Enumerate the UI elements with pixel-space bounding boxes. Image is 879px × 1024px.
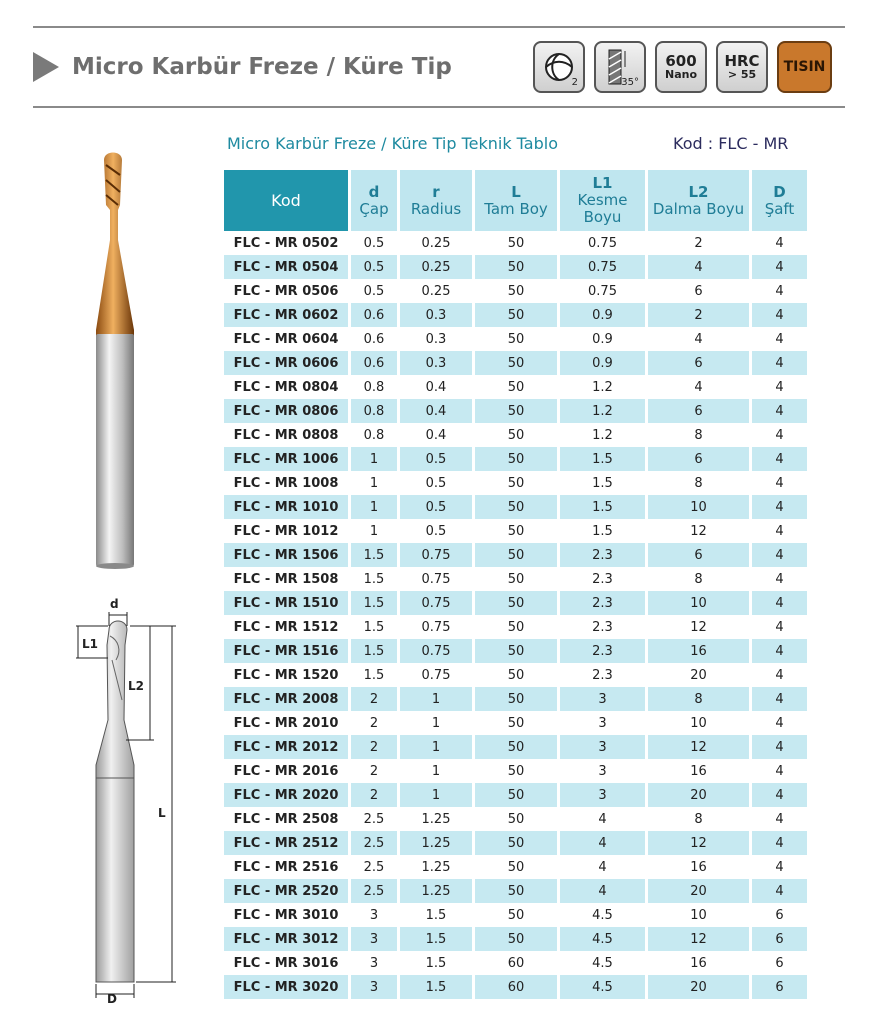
spec-value-cell: 0.3 bbox=[400, 351, 475, 375]
spec-value-cell: 8 bbox=[648, 423, 752, 447]
product-code-cell: FLC - MR 2516 bbox=[224, 855, 351, 879]
table-row bbox=[224, 279, 807, 303]
product-code-cell: FLC - MR 3020 bbox=[224, 975, 351, 999]
col-header-label: Kesme Boyu bbox=[577, 191, 628, 226]
spec-value-cell: 1.2 bbox=[560, 399, 648, 423]
table-header-row bbox=[224, 170, 807, 231]
product-code-cell: FLC - MR 1510 bbox=[224, 591, 351, 615]
spec-value-cell: 0.75 bbox=[400, 567, 475, 591]
spec-value-cell: 2.3 bbox=[560, 663, 648, 687]
product-code-cell: FLC - MR 1512 bbox=[224, 615, 351, 639]
table-row bbox=[224, 399, 807, 423]
spec-value-cell: 1.25 bbox=[400, 831, 475, 855]
spec-value-cell: 2.5 bbox=[351, 831, 400, 855]
spec-value-cell: 2.5 bbox=[351, 855, 400, 879]
spec-value-cell: 3 bbox=[560, 783, 648, 807]
helix-angle-value: 35° bbox=[621, 77, 639, 88]
spec-value-cell: 1.5 bbox=[560, 495, 648, 519]
spec-value-cell: 2 bbox=[351, 735, 400, 759]
spec-value-cell: 4 bbox=[752, 687, 807, 711]
col-header-label: Dalma Boyu bbox=[652, 199, 745, 218]
spec-value-cell: 0.4 bbox=[400, 375, 475, 399]
spec-value-cell: 0.6 bbox=[351, 327, 400, 351]
spec-value-cell: 1.2 bbox=[560, 375, 648, 399]
spec-value-cell: 0.5 bbox=[351, 279, 400, 303]
product-code-cell: FLC - MR 0606 bbox=[224, 351, 351, 375]
table-row bbox=[224, 567, 807, 591]
spec-value-cell: 4 bbox=[560, 807, 648, 831]
grain-value: 600 bbox=[665, 52, 697, 70]
spec-value-cell: 0.25 bbox=[400, 231, 475, 255]
spec-value-cell: 0.75 bbox=[400, 639, 475, 663]
spec-value-cell: 4 bbox=[560, 855, 648, 879]
dimension-drawing bbox=[76, 597, 176, 1006]
table-row bbox=[224, 855, 807, 879]
spec-value-cell: 1 bbox=[400, 711, 475, 735]
col-header-label: Tam Boy bbox=[484, 199, 548, 218]
col-header-symbol: L2 bbox=[688, 182, 709, 201]
col-header-l bbox=[475, 170, 560, 231]
product-code-cell: FLC - MR 1006 bbox=[224, 447, 351, 471]
spec-value-cell: 12 bbox=[648, 927, 752, 951]
spec-value-cell: 3 bbox=[351, 975, 400, 999]
table-row bbox=[224, 231, 807, 255]
table-row bbox=[224, 615, 807, 639]
dim-d-shank-label: D bbox=[107, 992, 117, 1006]
spec-value-cell: 6 bbox=[648, 279, 752, 303]
spec-value-cell: 2 bbox=[351, 759, 400, 783]
table-row bbox=[224, 303, 807, 327]
spec-value-cell: 0.5 bbox=[351, 255, 400, 279]
spec-value-cell: 1.5 bbox=[351, 663, 400, 687]
col-header-symbol: r bbox=[432, 182, 440, 201]
spec-value-cell: 0.9 bbox=[560, 303, 648, 327]
spec-value-cell: 4 bbox=[775, 331, 784, 347]
spec-value-cell: 0.4 bbox=[400, 399, 475, 423]
spec-value-cell: 3 bbox=[560, 759, 648, 783]
table-row bbox=[224, 807, 807, 831]
spec-value-cell: 0.6 bbox=[351, 303, 400, 327]
table-row bbox=[224, 951, 807, 975]
spec-value-cell: 4 bbox=[752, 591, 807, 615]
tool-photo bbox=[96, 153, 134, 570]
spec-value-cell: 50 bbox=[475, 519, 560, 543]
spec-value-cell: 4 bbox=[775, 523, 784, 539]
spec-value-cell: 2 bbox=[351, 783, 400, 807]
product-code-cell: FLC - MR 2512 bbox=[224, 831, 351, 855]
spec-table-body bbox=[224, 231, 807, 999]
grain-label: Nano bbox=[664, 68, 698, 81]
spec-value-cell: 50 bbox=[475, 231, 560, 255]
table-row bbox=[224, 591, 807, 615]
spec-value-cell: 0.8 bbox=[351, 399, 400, 423]
spec-value-cell: 1.25 bbox=[400, 879, 475, 903]
spec-value-cell: 8 bbox=[648, 807, 752, 831]
spec-value-cell: 1.5 bbox=[351, 543, 400, 567]
spec-value-cell: 2.3 bbox=[560, 567, 648, 591]
hardness-label: HRC bbox=[724, 52, 760, 70]
spec-value-cell: 1.5 bbox=[351, 615, 400, 639]
table-title: Micro Karbür Freze / Küre Tip Teknik Tablo bbox=[227, 134, 558, 153]
spec-value-cell: 4 bbox=[775, 427, 784, 443]
table-row bbox=[224, 879, 807, 903]
product-code-cell: FLC - MR 2012 bbox=[224, 735, 351, 759]
spec-value-cell: 50 bbox=[475, 471, 560, 495]
col-header-symbol: L1 bbox=[592, 174, 613, 192]
spec-value-cell: 0.8 bbox=[351, 375, 400, 399]
spec-table bbox=[224, 170, 807, 999]
table-row bbox=[224, 975, 807, 999]
spec-value-cell: 16 bbox=[648, 855, 752, 879]
spec-value-cell: 4 bbox=[752, 303, 807, 327]
spec-value-cell: 50 bbox=[475, 327, 560, 351]
product-code-cell: FLC - MR 1506 bbox=[224, 543, 351, 567]
product-code-cell: FLC - MR 2008 bbox=[224, 687, 351, 711]
spec-value-cell: 3 bbox=[560, 711, 648, 735]
spec-value-cell: 0.4 bbox=[400, 423, 475, 447]
spec-value-cell: 0.3 bbox=[400, 327, 475, 351]
spec-value-cell: 2.3 bbox=[560, 615, 648, 639]
product-code-cell: FLC - MR 1520 bbox=[224, 663, 351, 687]
product-code-cell: FLC - MR 0808 bbox=[224, 423, 351, 447]
spec-value-cell: 1.5 bbox=[400, 975, 475, 999]
spec-value-cell: 3 bbox=[351, 951, 400, 975]
spec-value-cell: 1.5 bbox=[400, 927, 475, 951]
spec-value-cell: 2.5 bbox=[351, 879, 400, 903]
spec-value-cell: 4 bbox=[648, 255, 752, 279]
spec-value-cell: 4 bbox=[752, 495, 807, 519]
spec-value-cell: 4 bbox=[775, 571, 784, 587]
spec-value-cell: 1 bbox=[400, 759, 475, 783]
spec-value-cell: 2 bbox=[351, 711, 400, 735]
spec-value-cell: 50 bbox=[475, 495, 560, 519]
spec-value-cell: 4 bbox=[752, 879, 807, 903]
table-row bbox=[224, 327, 807, 351]
spec-value-cell: 50 bbox=[475, 807, 560, 831]
spec-value-cell: 1.5 bbox=[560, 447, 648, 471]
spec-value-cell: 4 bbox=[775, 763, 784, 779]
spec-value-cell: 50 bbox=[475, 831, 560, 855]
product-code-cell: FLC - MR 3012 bbox=[224, 927, 351, 951]
spec-value-cell: 10 bbox=[648, 903, 752, 927]
spec-value-cell: 4 bbox=[775, 283, 784, 299]
spec-value-cell: 50 bbox=[475, 591, 560, 615]
spec-value-cell: 50 bbox=[475, 879, 560, 903]
spec-value-cell: 0.25 bbox=[400, 255, 475, 279]
spec-value-cell: 4 bbox=[648, 327, 752, 351]
table-row bbox=[224, 543, 807, 567]
spec-value-cell: 4 bbox=[775, 811, 784, 827]
product-code-cell: FLC - MR 1010 bbox=[224, 495, 351, 519]
product-code-cell: FLC - MR 3016 bbox=[224, 951, 351, 975]
dim-d-label: d bbox=[110, 597, 119, 611]
spec-value-cell: 0.75 bbox=[560, 231, 648, 255]
spec-value-cell: 0.9 bbox=[560, 327, 648, 351]
product-code-cell: FLC - MR 3010 bbox=[224, 903, 351, 927]
spec-value-cell: 4 bbox=[752, 447, 807, 471]
spec-value-cell: 50 bbox=[475, 735, 560, 759]
table-row bbox=[224, 927, 807, 951]
spec-value-cell: 0.5 bbox=[400, 519, 475, 543]
spec-value-cell: 4 bbox=[752, 639, 807, 663]
spec-value-cell: 20 bbox=[648, 975, 752, 999]
spec-value-cell: 0.3 bbox=[400, 303, 475, 327]
spec-value-cell: 50 bbox=[475, 399, 560, 423]
spec-value-cell: 4 bbox=[752, 735, 807, 759]
spec-value-cell: 50 bbox=[475, 375, 560, 399]
spec-value-cell: 10 bbox=[648, 591, 752, 615]
spec-value-cell: 6 bbox=[648, 543, 752, 567]
spec-value-cell: 1.5 bbox=[351, 639, 400, 663]
spec-value-cell: 50 bbox=[475, 903, 560, 927]
spec-value-cell: 20 bbox=[648, 783, 752, 807]
table-row bbox=[224, 375, 807, 399]
table-row bbox=[224, 831, 807, 855]
spec-value-cell: 0.5 bbox=[351, 231, 400, 255]
table-row bbox=[224, 663, 807, 687]
spec-value-cell: 6 bbox=[648, 399, 752, 423]
spec-value-cell: 0.75 bbox=[560, 255, 648, 279]
spec-value-cell: 1.2 bbox=[560, 423, 648, 447]
spec-value-cell: 50 bbox=[475, 351, 560, 375]
spec-value-cell: 50 bbox=[475, 279, 560, 303]
col-header-symbol: d bbox=[368, 182, 380, 201]
spec-value-cell: 50 bbox=[475, 759, 560, 783]
spec-value-cell: 4.5 bbox=[560, 975, 648, 999]
spec-value-cell: 8 bbox=[648, 567, 752, 591]
product-code-cell: FLC - MR 0506 bbox=[224, 279, 351, 303]
spec-value-cell: 4 bbox=[775, 859, 784, 875]
table-code: Kod : FLC - MR bbox=[673, 134, 789, 153]
table-row bbox=[224, 783, 807, 807]
product-code-cell: FLC - MR 2020 bbox=[224, 783, 351, 807]
spec-value-cell: 50 bbox=[475, 711, 560, 735]
spec-value-cell: 1.25 bbox=[400, 855, 475, 879]
spec-value-cell: 4.5 bbox=[560, 927, 648, 951]
spec-value-cell: 12 bbox=[648, 519, 752, 543]
spec-value-cell: 3 bbox=[351, 927, 400, 951]
col-header-shank bbox=[752, 170, 807, 231]
product-code-cell: FLC - MR 0504 bbox=[224, 255, 351, 279]
spec-value-cell: 0.75 bbox=[400, 663, 475, 687]
spec-value-cell: 8 bbox=[648, 687, 752, 711]
spec-value-cell: 50 bbox=[475, 447, 560, 471]
coating-label: TISIN bbox=[783, 59, 826, 75]
spec-value-cell: 4 bbox=[648, 375, 752, 399]
table-row bbox=[224, 351, 807, 375]
spec-value-cell: 10 bbox=[648, 495, 752, 519]
spec-value-cell: 50 bbox=[475, 303, 560, 327]
spec-value-cell: 2 bbox=[648, 231, 752, 255]
table-row bbox=[224, 447, 807, 471]
spec-value-cell: 50 bbox=[475, 423, 560, 447]
spec-value-cell: 50 bbox=[475, 927, 560, 951]
spec-value-cell: 1.5 bbox=[560, 471, 648, 495]
spec-value-cell: 4 bbox=[775, 379, 784, 395]
spec-value-cell: 3 bbox=[560, 735, 648, 759]
spec-value-cell: 6 bbox=[752, 927, 807, 951]
col-header-r bbox=[400, 170, 475, 231]
spec-value-cell: 0.5 bbox=[400, 495, 475, 519]
spec-value-cell: 1 bbox=[351, 519, 400, 543]
spec-value-cell: 1.5 bbox=[400, 951, 475, 975]
table-row bbox=[224, 639, 807, 663]
col-header-d bbox=[351, 170, 400, 231]
dim-l-label: L bbox=[158, 806, 166, 820]
spec-value-cell: 4 bbox=[775, 619, 784, 635]
spec-value-cell: 2 bbox=[648, 303, 752, 327]
spec-value-cell: 16 bbox=[648, 951, 752, 975]
spec-value-cell: 12 bbox=[648, 615, 752, 639]
product-code-cell: FLC - MR 0502 bbox=[224, 231, 351, 255]
page-title: Micro Karbür Freze / Küre Tip bbox=[72, 54, 452, 80]
table-row bbox=[224, 423, 807, 447]
spec-value-cell: 1 bbox=[400, 687, 475, 711]
spec-value-cell: 1 bbox=[400, 735, 475, 759]
product-code-cell: FLC - MR 0804 bbox=[224, 375, 351, 399]
product-code-cell: FLC - MR 1508 bbox=[224, 567, 351, 591]
spec-value-cell: 1 bbox=[400, 783, 475, 807]
spec-value-cell: 4 bbox=[752, 543, 807, 567]
col-header-label: Şaft bbox=[764, 199, 795, 218]
product-code-cell: FLC - MR 2520 bbox=[224, 879, 351, 903]
spec-value-cell: 1.5 bbox=[560, 519, 648, 543]
table-row bbox=[224, 495, 807, 519]
spec-value-cell: 2.3 bbox=[560, 591, 648, 615]
spec-value-cell: 50 bbox=[475, 567, 560, 591]
spec-value-cell: 2.3 bbox=[560, 543, 648, 567]
product-code-cell: FLC - MR 2016 bbox=[224, 759, 351, 783]
table-row bbox=[224, 471, 807, 495]
spec-value-cell: 1.5 bbox=[400, 903, 475, 927]
table-row bbox=[224, 519, 807, 543]
spec-value-cell: 2.3 bbox=[560, 639, 648, 663]
spec-value-cell: 8 bbox=[648, 471, 752, 495]
spec-value-cell: 50 bbox=[475, 639, 560, 663]
table-row bbox=[224, 711, 807, 735]
spec-value-cell: 0.75 bbox=[400, 591, 475, 615]
col-header-label: Kod bbox=[271, 191, 301, 210]
spec-value-cell: 4 bbox=[752, 255, 807, 279]
col-header-symbol: D bbox=[773, 182, 786, 201]
spec-value-cell: 1 bbox=[351, 447, 400, 471]
spec-value-cell: 3 bbox=[560, 687, 648, 711]
spec-value-cell: 1 bbox=[351, 495, 400, 519]
spec-value-cell: 12 bbox=[648, 831, 752, 855]
col-header-symbol: L bbox=[511, 182, 521, 201]
spec-value-cell: 4.5 bbox=[560, 951, 648, 975]
product-code-cell: FLC - MR 1516 bbox=[224, 639, 351, 663]
spec-value-cell: 4 bbox=[775, 667, 784, 683]
spec-value-cell: 60 bbox=[475, 975, 560, 999]
spec-value-cell: 50 bbox=[475, 687, 560, 711]
flute-count-value: 2 bbox=[571, 77, 578, 88]
table-row bbox=[224, 735, 807, 759]
spec-value-cell: 12 bbox=[648, 735, 752, 759]
spec-value-cell: 4 bbox=[560, 879, 648, 903]
spec-value-cell: 50 bbox=[475, 783, 560, 807]
spec-value-cell: 4 bbox=[752, 351, 807, 375]
spec-value-cell: 50 bbox=[475, 663, 560, 687]
spec-value-cell: 4 bbox=[752, 399, 807, 423]
dim-l1-label: L1 bbox=[82, 637, 98, 651]
spec-value-cell: 6 bbox=[648, 351, 752, 375]
col-header-l1 bbox=[560, 170, 648, 231]
product-code-cell: FLC - MR 0604 bbox=[224, 327, 351, 351]
col-header-kod bbox=[224, 170, 351, 231]
spec-value-cell: 0.75 bbox=[560, 279, 648, 303]
spec-value-cell: 50 bbox=[475, 855, 560, 879]
spec-value-cell: 6 bbox=[775, 907, 784, 923]
spec-value-cell: 0.5 bbox=[400, 471, 475, 495]
product-code-cell: FLC - MR 0602 bbox=[224, 303, 351, 327]
spec-value-cell: 4 bbox=[775, 475, 784, 491]
spec-value-cell: 4 bbox=[775, 235, 784, 251]
spec-value-cell: 6 bbox=[648, 447, 752, 471]
col-header-label: Radius bbox=[410, 199, 462, 218]
spec-value-cell: 6 bbox=[752, 975, 807, 999]
dim-l2-label: L2 bbox=[128, 679, 144, 693]
spec-value-cell: 20 bbox=[648, 663, 752, 687]
hardness-value: > 55 bbox=[727, 68, 757, 81]
spec-value-cell: 4 bbox=[775, 715, 784, 731]
spec-value-cell: 0.9 bbox=[560, 351, 648, 375]
product-code-cell: FLC - MR 0806 bbox=[224, 399, 351, 423]
spec-value-cell: 3 bbox=[351, 903, 400, 927]
spec-value-cell: 0.5 bbox=[400, 447, 475, 471]
spec-value-cell: 0.75 bbox=[400, 543, 475, 567]
product-code-cell: FLC - MR 2010 bbox=[224, 711, 351, 735]
spec-value-cell: 50 bbox=[475, 543, 560, 567]
spec-value-cell: 0.8 bbox=[351, 423, 400, 447]
spec-value-cell: 4.5 bbox=[560, 903, 648, 927]
spec-value-cell: 4 bbox=[752, 783, 807, 807]
spec-value-cell: 20 bbox=[648, 879, 752, 903]
spec-value-cell: 2.5 bbox=[351, 807, 400, 831]
spec-value-cell: 16 bbox=[648, 639, 752, 663]
table-row bbox=[224, 759, 807, 783]
spec-value-cell: 1 bbox=[351, 471, 400, 495]
product-code-cell: FLC - MR 2508 bbox=[224, 807, 351, 831]
col-header-label: Çap bbox=[359, 199, 389, 218]
table-row bbox=[224, 255, 807, 279]
spec-value-cell: 60 bbox=[475, 951, 560, 975]
spec-value-cell: 1.5 bbox=[351, 591, 400, 615]
spec-value-cell: 50 bbox=[475, 615, 560, 639]
spec-value-cell: 50 bbox=[475, 255, 560, 279]
spec-value-cell: 4 bbox=[560, 831, 648, 855]
col-header-l2 bbox=[648, 170, 752, 231]
spec-value-cell: 0.25 bbox=[400, 279, 475, 303]
spec-value-cell: 1.25 bbox=[400, 807, 475, 831]
spec-value-cell: 16 bbox=[648, 759, 752, 783]
spec-value-cell: 0.75 bbox=[400, 615, 475, 639]
product-code-cell: FLC - MR 1008 bbox=[224, 471, 351, 495]
spec-value-cell: 10 bbox=[648, 711, 752, 735]
spec-value-cell: 0.6 bbox=[351, 351, 400, 375]
spec-value-cell: 4 bbox=[752, 831, 807, 855]
product-code-cell: FLC - MR 1012 bbox=[224, 519, 351, 543]
spec-value-cell: 2 bbox=[351, 687, 400, 711]
table-row bbox=[224, 687, 807, 711]
table-row bbox=[224, 903, 807, 927]
spec-value-cell: 6 bbox=[775, 955, 784, 971]
spec-value-cell: 1.5 bbox=[351, 567, 400, 591]
